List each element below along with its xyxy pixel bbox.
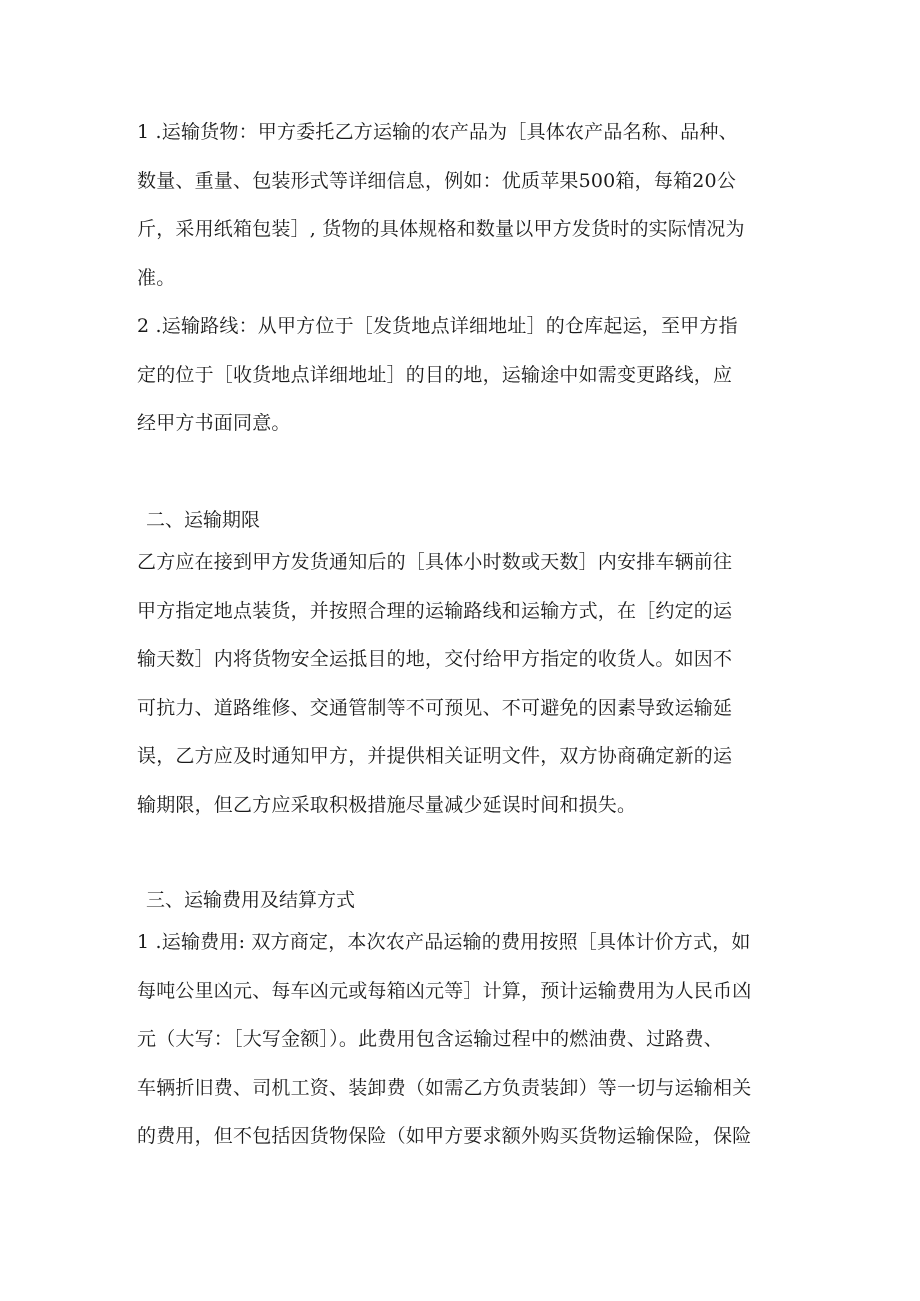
fee-clause-line: 车辆折旧费、司机工资、装卸费（如需乙方负责装卸）等一切与运输相关 [137,1076,752,1099]
route-clause [137,302,787,448]
paragraph-line: 输期限，但乙方应采取积极措施尽量减少延误时间和损失。 [137,793,637,816]
paragraph-line: 乙方应在接到甲方发货通知后的［具体小时数或天数］内安排车辆前往 [137,551,733,573]
paragraph-line: 误，乙方应及时通知甲方，并提供相关证明文件，双方协商确定新的运 [137,745,733,767]
cargo-clause-line: 准。 [137,266,176,289]
cargo-clause-line: 斤，采用纸箱包装］, 货物的具体规格和数量以甲方发货时的实际情况为 [137,218,745,240]
cargo-clause-line: 数量、重量、包装形式等详细信息，例如：优质苹果500箱，每箱20公 [137,169,737,192]
fee-clause-line: 1 .运输费用: 双方商定，本次农产品运输的费用按照［具体计价方式，如 [137,931,751,953]
cargo-clause-line: 1 .运输货物：甲方委托乙方运输的农产品为［具体农产品名称、品种、 [137,121,738,143]
section-heading-fees: 三、运输费用及结算方式 [146,889,356,911]
section-heading-transport-period: 二、运输期限 [146,509,261,531]
route-clause-line: 经甲方书面同意。 [137,412,291,434]
fee-clause-line: 每吨公里凶元、每车凶元或每箱凶元等］计算，预计运输费用为人民币凶 [137,979,752,1002]
route-clause-line: 定的位于［收货地点详细地址］的目的地，运输途中如需变更路线，应 [137,363,733,386]
fee-clause-line: 元（大写：［大写金额］）。此费用包含运输过程中的燃油费、过路费、 [137,1028,723,1050]
transport-period-paragraph [137,538,787,829]
fee-clause-line: 的费用，但不包括因货物保险（如甲方要求额外购买货物运输保险，保险 [137,1125,752,1147]
cargo-clause [137,108,787,302]
route-clause-line: 2 .运输路线：从甲方位于［发货地点详细地址］的仓库起运，至甲方指 [137,315,738,337]
fee-clause [137,918,787,1161]
paragraph-line: 可抗力、道路维修、交通管制等不可预见、不可避免的因素导致运输延 [137,696,733,719]
paragraph-line: 输天数］内将货物安全运抵目的地，交付给甲方指定的收货人。如因不 [137,648,733,670]
paragraph-line: 甲方指定地点装货，并按照合理的运输路线和运输方式，在［约定的运 [137,599,733,622]
